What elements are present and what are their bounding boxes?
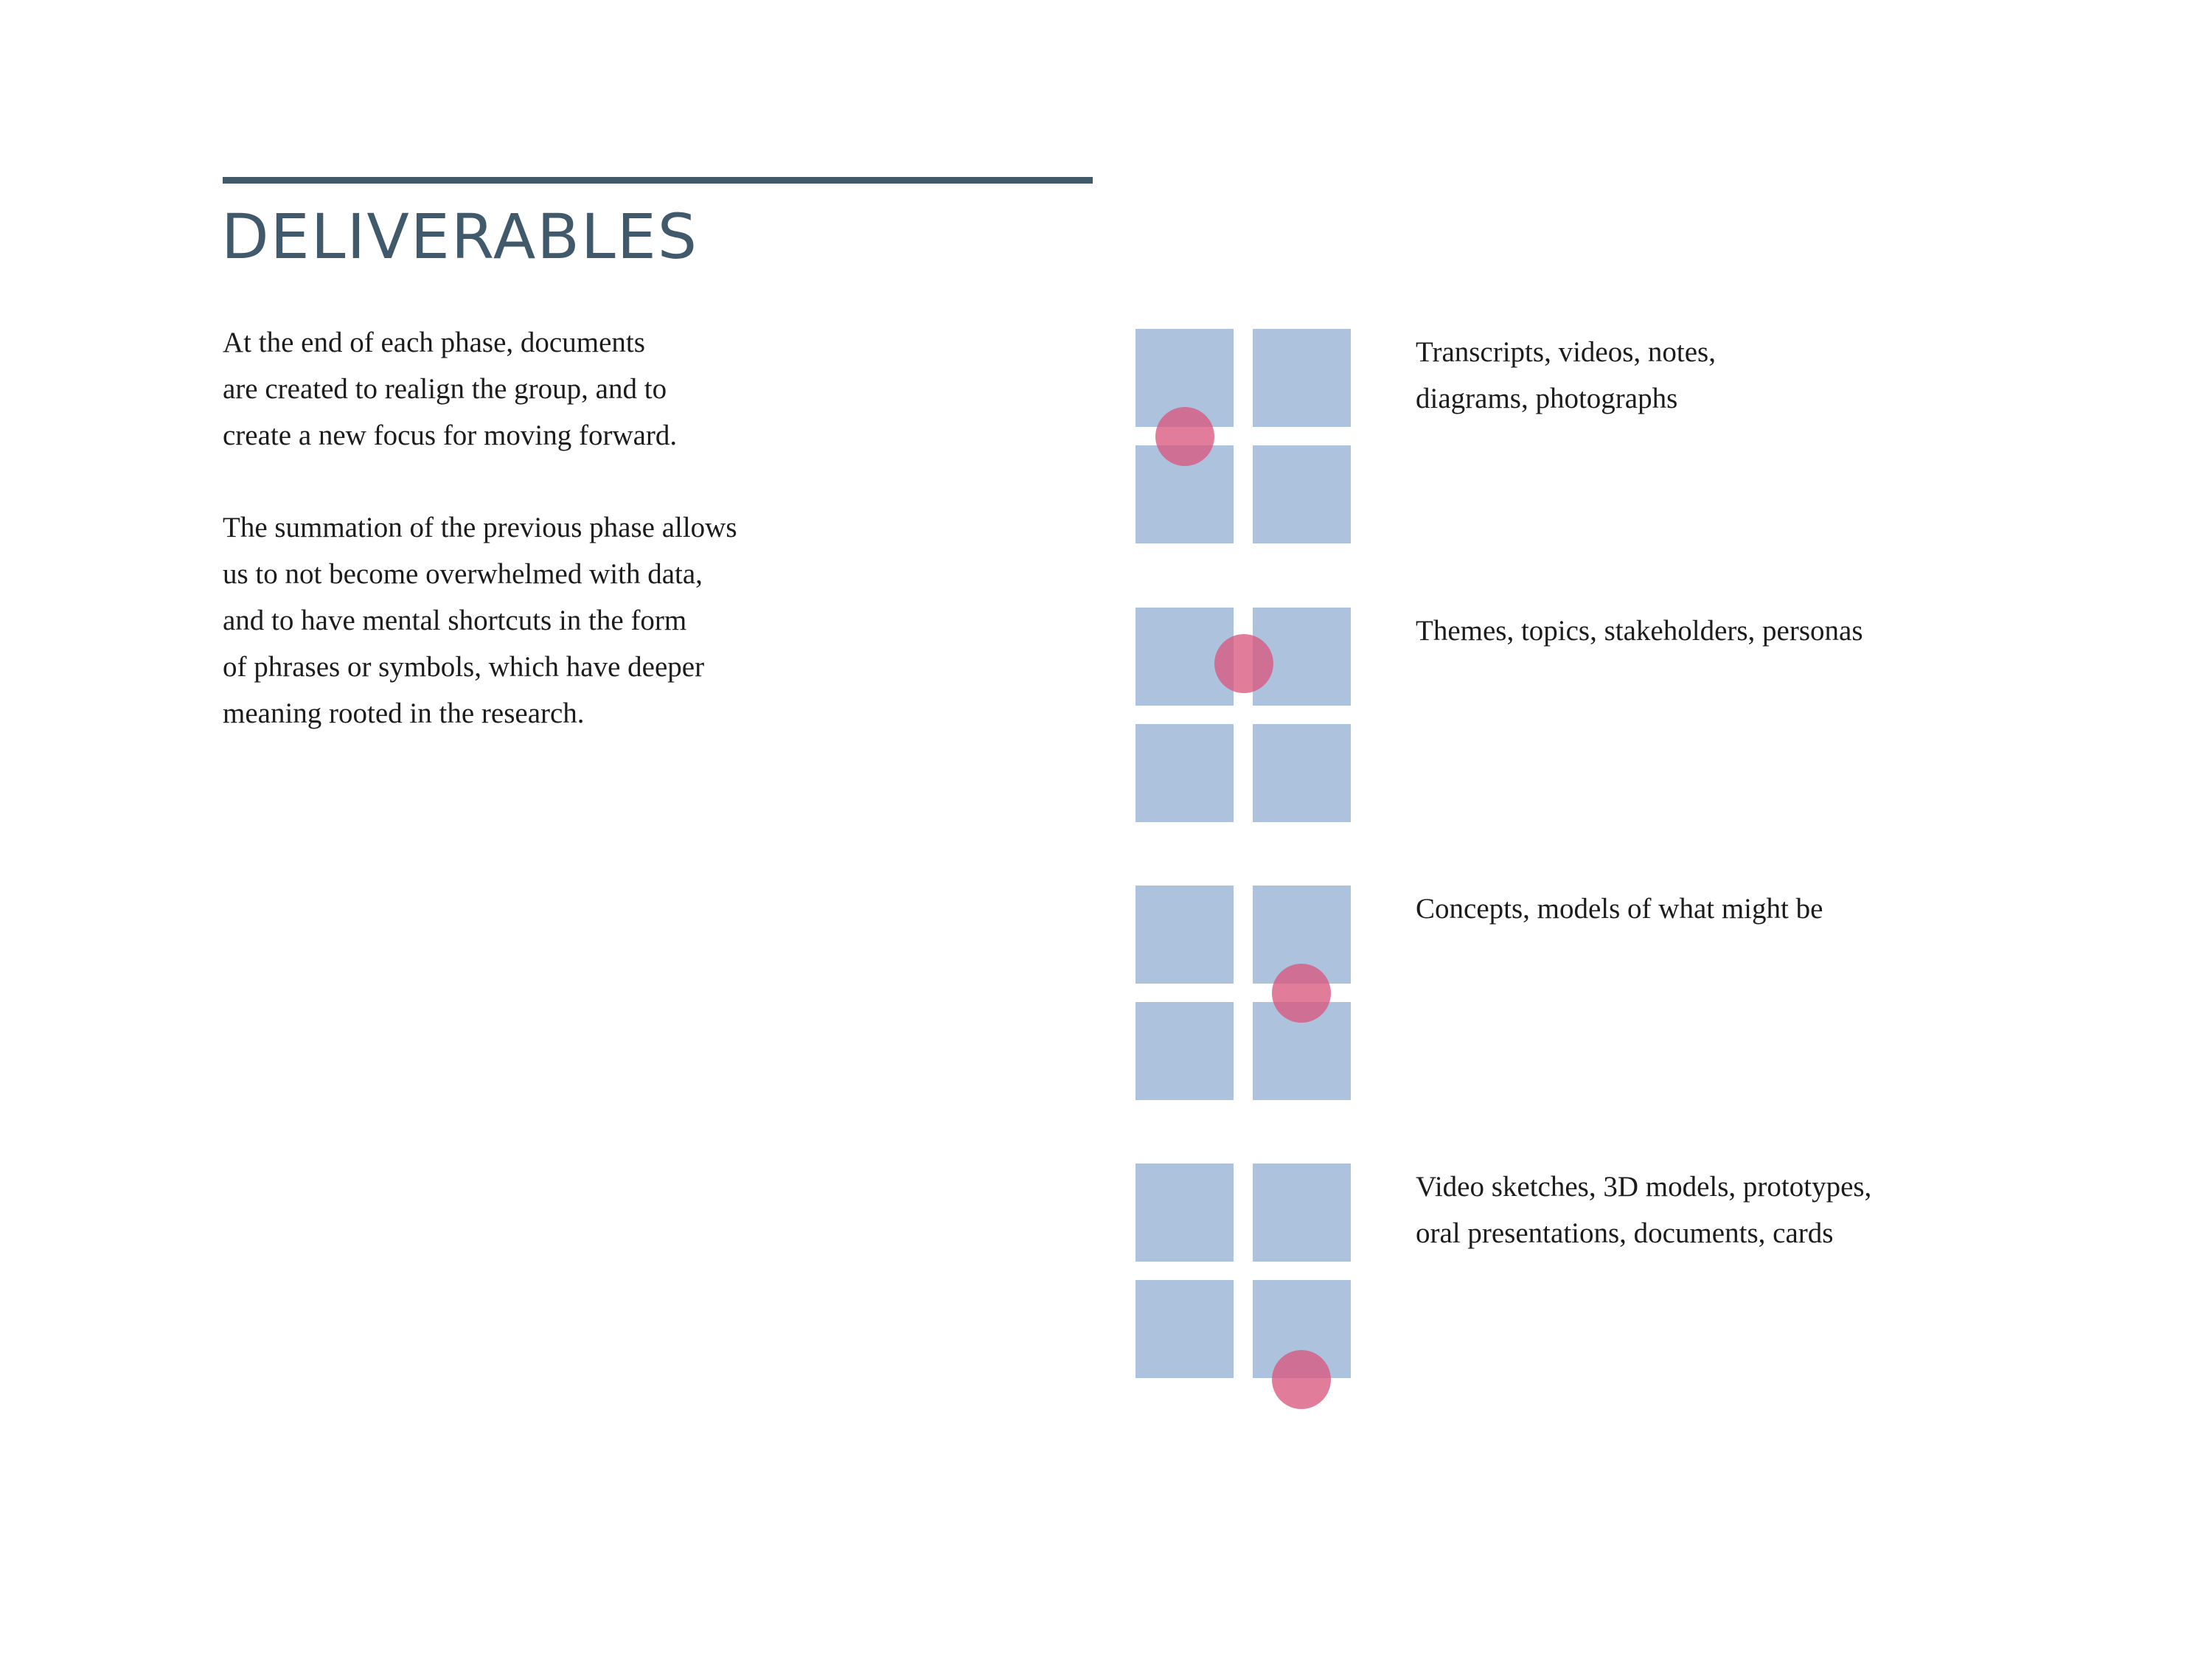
caption-line: Concepts, models of what might be: [1416, 893, 1823, 925]
paragraph-line: us to not become overwhelmed with data,: [223, 558, 703, 590]
paragraph-line: are created to realign the group, and to: [223, 373, 667, 405]
title-rule: [223, 177, 1093, 184]
phase-caption: [1416, 608, 1863, 654]
phase-marker-dot: [1272, 1350, 1331, 1409]
caption-line: Video sketches, 3D models, prototypes,: [1416, 1171, 1872, 1203]
phase-row-2: [1135, 608, 2057, 823]
phase-grid: [1135, 886, 1351, 1101]
caption-line: oral presentations, documents, cards: [1416, 1217, 1834, 1249]
phase-grid: [1135, 608, 1351, 823]
grid-square: [1253, 329, 1351, 427]
phase-marker-dot: [1155, 407, 1214, 466]
phase-row-4: [1135, 1164, 2057, 1379]
grid-square: [1135, 1280, 1234, 1378]
grid-square: [1253, 724, 1351, 822]
paragraph-line: of phrases or symbols, which have deeper: [223, 651, 705, 683]
paragraph-line: create a new focus for moving forward.: [223, 420, 678, 451]
paragraph-line: and to have mental shortcuts in the form: [223, 605, 687, 636]
grid-square: [1135, 1164, 1234, 1262]
intro-paragraph: [223, 319, 677, 459]
paragraph-line: meaning rooted in the research.: [223, 698, 585, 729]
caption-line: Themes, topics, stakeholders, personas: [1416, 615, 1863, 647]
grid-square: [1135, 1002, 1234, 1100]
phase-marker-dot: [1272, 964, 1331, 1023]
caption-line: diagrams, photographs: [1416, 383, 1678, 414]
page-title: DELIVERABLES: [221, 201, 699, 273]
phase-row-3: [1135, 886, 2057, 1101]
summation-paragraph: [223, 504, 737, 737]
phase-marker-dot: [1214, 634, 1273, 693]
phase-caption: [1416, 886, 1823, 932]
grid-square: [1135, 886, 1234, 984]
grid-square: [1253, 1164, 1351, 1262]
grid-square: [1253, 445, 1351, 543]
phase-caption: [1416, 1164, 1871, 1256]
paragraph-line: The summation of the previous phase allows: [223, 512, 737, 543]
grid-square: [1135, 724, 1234, 822]
phase-row-1: [1135, 329, 2057, 544]
paragraph-line: At the end of each phase, documents: [223, 327, 645, 358]
phase-grid: [1135, 1164, 1351, 1379]
caption-line: Transcripts, videos, notes,: [1416, 336, 1716, 368]
phase-grid: [1135, 329, 1351, 544]
phase-caption: [1416, 329, 1716, 422]
